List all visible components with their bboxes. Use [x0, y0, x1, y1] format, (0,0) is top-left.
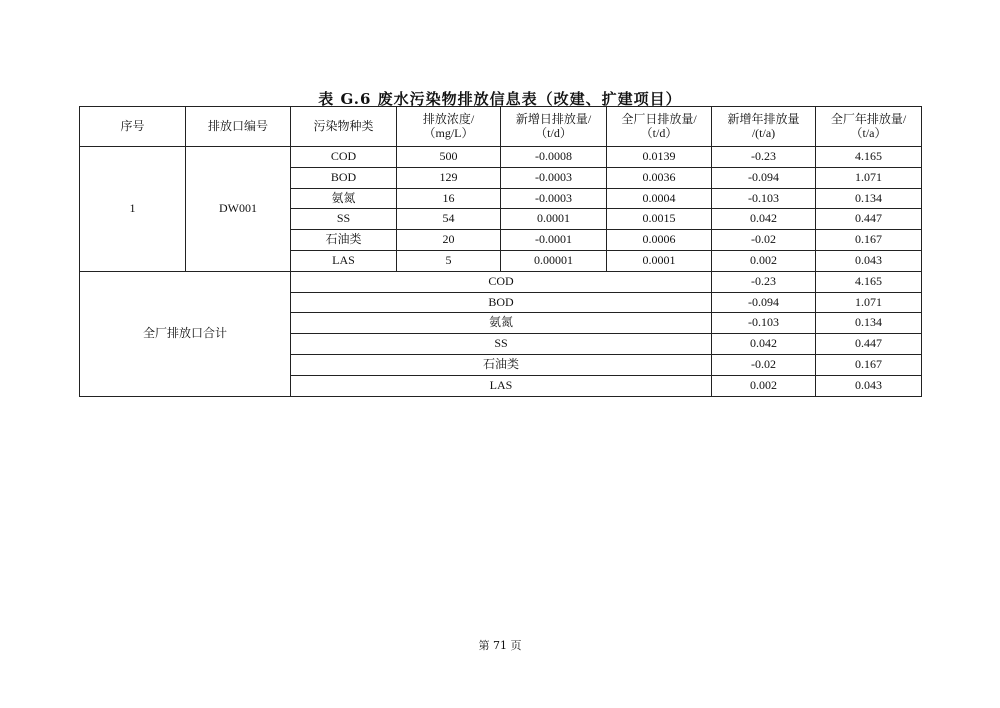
- pollutant-cell: 氨氮: [291, 188, 397, 209]
- summary-new-annual-cell: 0.042: [712, 334, 816, 355]
- new-daily-cell: -0.0008: [501, 147, 607, 168]
- wastewater-emission-table: [79, 106, 922, 397]
- outlet-seq-cell: 1: [80, 147, 186, 272]
- new-daily-cell: 0.00001: [501, 250, 607, 271]
- header-pollutant: 污染物种类: [291, 107, 397, 147]
- pollutant-cell: SS: [291, 209, 397, 230]
- new-daily-cell: -0.0003: [501, 188, 607, 209]
- header-concentration: 排放浓度/ （mg/L）: [397, 107, 501, 147]
- page-number: 第 71 页: [478, 639, 522, 652]
- total-annual-cell: 4.165: [816, 147, 922, 168]
- header-new-annual: 新增年排放量 /(t/a): [712, 107, 816, 147]
- pollutant-cell: BOD: [291, 167, 397, 188]
- new-annual-cell: -0.02: [712, 230, 816, 251]
- summary-new-annual-cell: -0.103: [712, 313, 816, 334]
- header-row: [80, 107, 922, 147]
- total-daily-cell: 0.0015: [607, 209, 712, 230]
- concentration-cell: 20: [397, 230, 501, 251]
- summary-pollutant-cell: LAS: [291, 375, 712, 396]
- summary-total-annual-cell: 0.043: [816, 375, 922, 396]
- total-daily-cell: 0.0139: [607, 147, 712, 168]
- outlet-code-cell: DW001: [186, 147, 291, 272]
- summary-total-annual-cell: 0.134: [816, 313, 922, 334]
- concentration-cell: 500: [397, 147, 501, 168]
- header-outlet-code: 排放口编号: [186, 107, 291, 147]
- summary-new-annual-cell: -0.094: [712, 292, 816, 313]
- new-annual-cell: 0.002: [712, 250, 816, 271]
- new-annual-cell: -0.23: [712, 147, 816, 168]
- summary-total-annual-cell: 1.071: [816, 292, 922, 313]
- header-seq: 序号: [80, 107, 186, 147]
- total-annual-cell: 0.167: [816, 230, 922, 251]
- summary-new-annual-cell: -0.23: [712, 271, 816, 292]
- header-new-daily: 新增日排放量/ （t/d）: [501, 107, 607, 147]
- header-total-daily: 全厂日排放量/ （t/d）: [607, 107, 712, 147]
- total-daily-cell: 0.0004: [607, 188, 712, 209]
- summary-total-annual-cell: 0.167: [816, 354, 922, 375]
- new-annual-cell: -0.103: [712, 188, 816, 209]
- table-title: 表 G.6 废水污染物排放信息表（改建、扩建项目）: [318, 90, 682, 108]
- new-annual-cell: -0.094: [712, 167, 816, 188]
- new-daily-cell: -0.0001: [501, 230, 607, 251]
- total-daily-cell: 0.0001: [607, 250, 712, 271]
- new-daily-cell: 0.0001: [501, 209, 607, 230]
- total-annual-cell: 1.071: [816, 167, 922, 188]
- pollutant-cell: 石油类: [291, 230, 397, 251]
- pollutant-cell: LAS: [291, 250, 397, 271]
- summary-pollutant-cell: 氨氮: [291, 313, 712, 334]
- summary-pollutant-cell: BOD: [291, 292, 712, 313]
- header-total-annual: 全厂年排放量/ （t/a）: [816, 107, 922, 147]
- total-annual-cell: 0.134: [816, 188, 922, 209]
- table-row: [80, 147, 922, 168]
- summary-total-annual-cell: 4.165: [816, 271, 922, 292]
- pollutant-cell: COD: [291, 147, 397, 168]
- summary-pollutant-cell: COD: [291, 271, 712, 292]
- summary-row: [80, 271, 922, 292]
- summary-pollutant-cell: SS: [291, 334, 712, 355]
- summary-total-annual-cell: 0.447: [816, 334, 922, 355]
- total-daily-cell: 0.0006: [607, 230, 712, 251]
- total-daily-cell: 0.0036: [607, 167, 712, 188]
- total-annual-cell: 0.043: [816, 250, 922, 271]
- total-annual-cell: 0.447: [816, 209, 922, 230]
- summary-label-cell: 全厂排放口合计: [80, 271, 291, 396]
- concentration-cell: 5: [397, 250, 501, 271]
- new-annual-cell: 0.042: [712, 209, 816, 230]
- summary-new-annual-cell: -0.02: [712, 354, 816, 375]
- concentration-cell: 16: [397, 188, 501, 209]
- concentration-cell: 54: [397, 209, 501, 230]
- summary-new-annual-cell: 0.002: [712, 375, 816, 396]
- concentration-cell: 129: [397, 167, 501, 188]
- new-daily-cell: -0.0003: [501, 167, 607, 188]
- summary-pollutant-cell: 石油类: [291, 354, 712, 375]
